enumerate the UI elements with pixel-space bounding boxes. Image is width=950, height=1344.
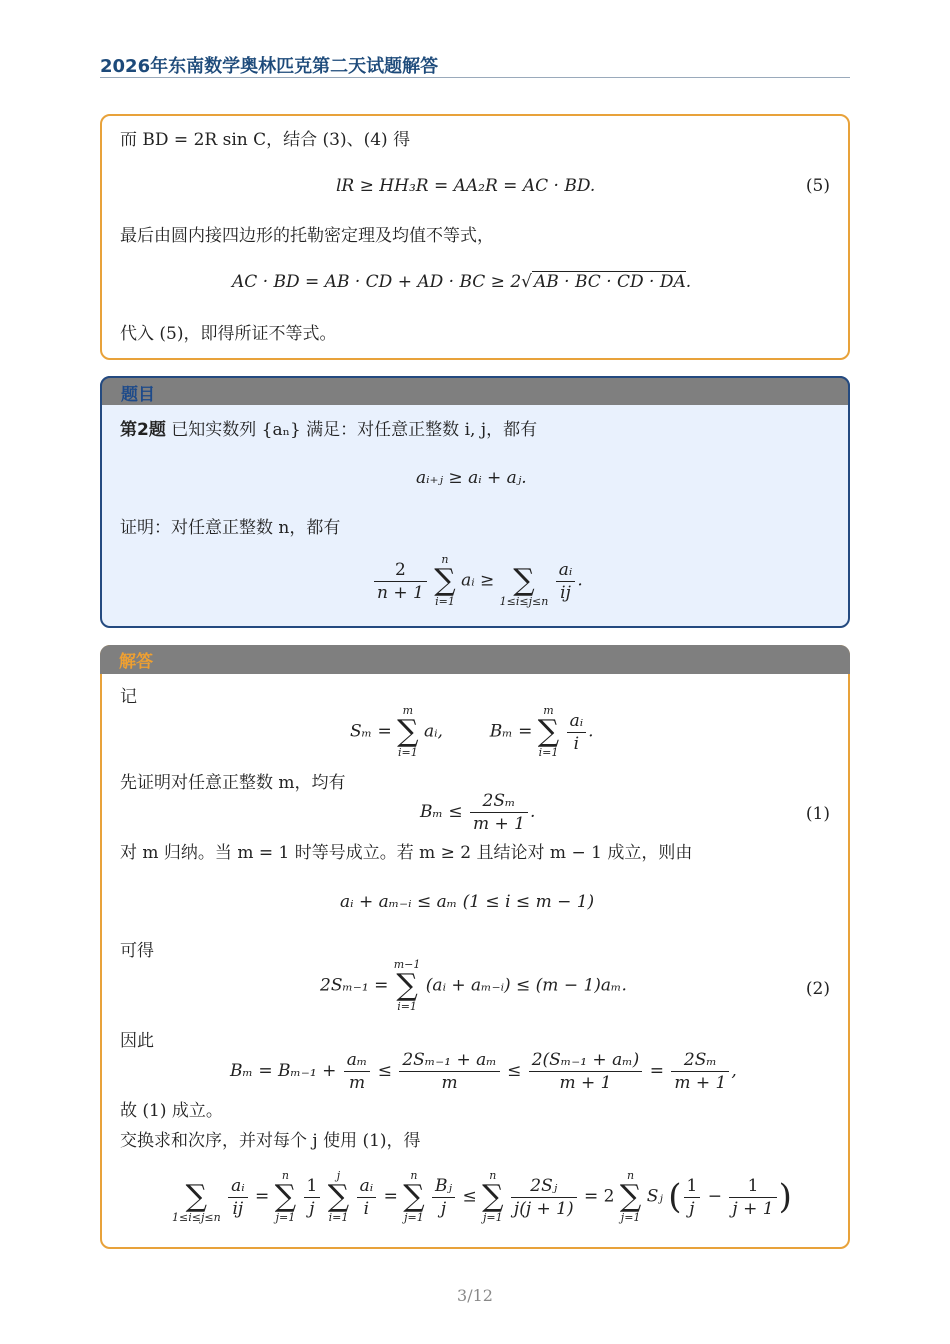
proof-continuation-box [100, 114, 850, 360]
ptolemy-equation: AC · BD = AB · CD + AD · BC ≥ 2√ AB · BC · CD · DA. [232, 272, 692, 292]
solution-bar-title: 解答 [119, 652, 153, 672]
solution-box [100, 645, 850, 1249]
problem-condition: aᵢ₊ⱼ ≥ aᵢ + aⱼ. [416, 468, 527, 488]
problem-box [100, 376, 850, 628]
problem-bar-title: 题目 [121, 385, 155, 405]
text-line: 因此 [120, 1031, 154, 1051]
equation-2: 2Sₘ₋₁ = m−1 ∑ i=1 (aᵢ + aₘ₋ᵢ) ≤ (m − 1)aₘ. [320, 958, 627, 1013]
text-line: 可得 [120, 941, 154, 961]
text-line: 而 BD = 2R sin C，结合 (3)、(4) 得 [120, 130, 411, 150]
equation-1: Bₘ ≤ $\frac{\text{2Sₘ}}{m + 1}$ . [420, 791, 536, 834]
problem-title-bar [100, 376, 850, 405]
text-line: 先证明对任意正整数 m，均有 [120, 773, 346, 793]
header-title: 2026年东南数学奥林匹克第二天试题解答 [100, 56, 439, 77]
text-line: 对 m 归纳。当 m = 1 时等号成立。若 m ≥ 2 且结论对 m − 1 成立，则由 [120, 843, 693, 863]
final-chain: ∑ 1≤i≤j≤n $\frac{\text{aᵢ}}{ij}$ = n ∑ j=1 $\frac{1}{j}$ j ∑ i=1 $\frac{\text{aᵢ}}{i}$ = n ∑ j=1 $\frac{\text{Bⱼ}}{j}$ ≤ n ∑ j=1 $\frac{\text{2Sⱼ}}{j(j + 1)}$ = 2 n ∑ j=1 Sⱼ ( $\frac{1}{j}$ − $\frac{1}{j + 1}$ ) [172, 1169, 792, 1224]
solution-title-bar [100, 645, 850, 674]
text-line: 最后由圆内接四边形的托勒密定理及均值不等式， [120, 226, 494, 246]
text-line: 交换求和次序，并对每个 j 使用 (1)，得 [120, 1131, 421, 1151]
text-line: 证明：对任意正整数 n，都有 [120, 518, 341, 538]
problem-statement: 第2题 已知实数列 {aₙ} 满足：对任意正整数 i, j，都有 [120, 420, 538, 440]
equation-5: lR ≥ HH₃R = AA₂R = AC · BD. [336, 176, 596, 196]
problem-label: 第2题 [120, 420, 166, 440]
equation-number: (1) [805, 804, 830, 824]
text-line: 记 [120, 687, 137, 707]
page-number: 3/12 [457, 1286, 493, 1305]
text-line: 代入 (5)，即得所证不等式。 [120, 324, 337, 344]
page-header [100, 50, 850, 78]
problem-inequality: $\frac{2}{n + 1}$ n ∑ i=1 aᵢ ≥ ∑ 1≤i≤j≤n $\frac{\text{aᵢ}}{ij}$ . [372, 554, 583, 608]
definitions: Sₘ = m ∑ i=1 aᵢ, Bₘ = m ∑ i=1 $\frac{\text{aᵢ}}{i}$ . [350, 704, 594, 759]
equation-number: (5) [805, 176, 830, 196]
text-line: 故 (1) 成立。 [120, 1101, 223, 1121]
equation-number: (2) [805, 979, 830, 999]
basic-inequality: aᵢ + aₘ₋ᵢ ≤ aₘ (1 ≤ i ≤ m − 1) [340, 892, 595, 912]
equation-3: Bₘ = Bₘ₋₁ + $\frac{\text{aₘ}}{m}$ ≤ $\frac{\text{2Sₘ₋₁ + aₘ}}{m}$ ≤ $\frac{\text{2(Sₘ₋₁ + aₘ)}}{m + 1}$ = $\frac{\text{2Sₘ}}{m + 1}$ , [230, 1050, 737, 1093]
